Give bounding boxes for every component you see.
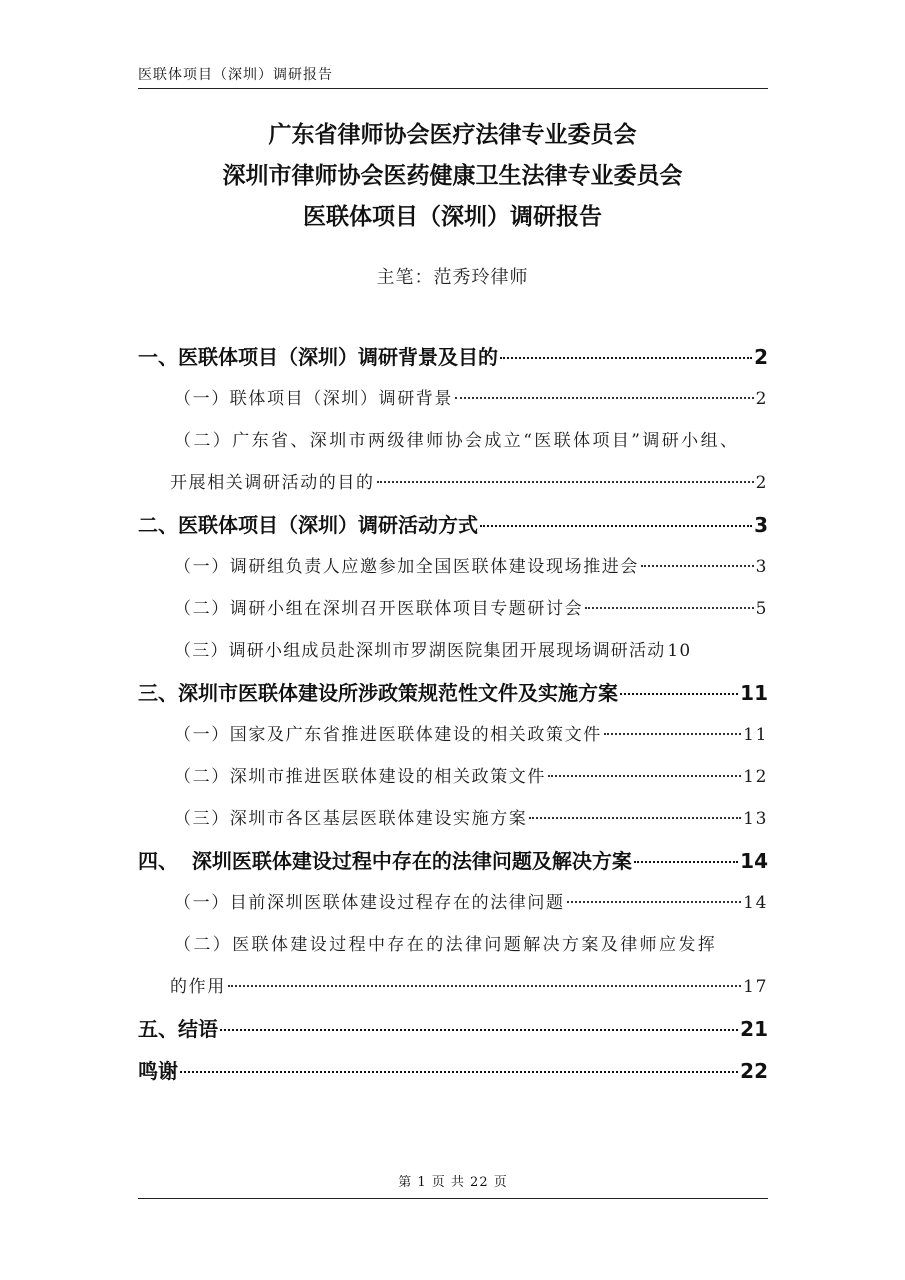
toc-page-number: 2 bbox=[754, 345, 768, 369]
toc-leader bbox=[529, 817, 741, 819]
toc-page-number: 22 bbox=[740, 1059, 768, 1083]
title-line-2: 深圳市律师协会医药健康卫生法律专业委员会 bbox=[222, 163, 683, 189]
title-line-3: 医联体项目（深圳）调研报告 bbox=[303, 204, 602, 230]
toc-entry-s2-2[interactable] bbox=[138, 588, 768, 630]
toc-page-number: 21 bbox=[740, 1017, 768, 1041]
toc-entry-label: （二）深圳市推进医联体建设的相关政策文件 bbox=[174, 767, 546, 787]
toc-entry-label: （三）深圳市各区基层医联体建设实施方案 bbox=[174, 809, 528, 829]
toc-page-number: 14 bbox=[743, 893, 768, 913]
toc-entry-label: （二）医联体建设过程中存在的法律问题解决方案及律师应发挥 bbox=[174, 935, 718, 955]
toc-leader bbox=[634, 861, 738, 863]
toc-page-number: 3 bbox=[755, 557, 768, 577]
toc-leader bbox=[377, 481, 754, 483]
toc-page-number: 11 bbox=[743, 725, 768, 745]
toc-entry-label: 二、医联体项目（深圳）调研活动方式 bbox=[138, 513, 478, 537]
page-number-info: 第 1 页 共 22 页 bbox=[398, 1175, 508, 1190]
running-footer bbox=[138, 1168, 768, 1199]
toc-page-number: 5 bbox=[755, 599, 768, 619]
toc-entry-label: （三）调研小组成员赴深圳市罗湖医院集团开展现场调研活动 bbox=[174, 641, 666, 661]
toc-leader bbox=[585, 607, 753, 609]
toc-leader bbox=[228, 985, 741, 987]
toc-entry-s2-1[interactable] bbox=[138, 546, 768, 588]
toc-leader bbox=[641, 565, 754, 567]
toc-entry-label: （二）广东省、深圳市两级律师协会成立“医联体项目”调研小组、 bbox=[174, 431, 740, 451]
title-line-1: 广东省律师协会医疗法律专业委员会 bbox=[268, 122, 637, 148]
toc-entry-label: （一）国家及广东省推进医联体建设的相关政策文件 bbox=[174, 725, 602, 745]
toc-entry-s4-1[interactable] bbox=[138, 882, 768, 924]
toc-entry-label: 鸣谢 bbox=[138, 1059, 178, 1083]
toc-page-number: 2 bbox=[755, 389, 768, 409]
toc-page-number: 11 bbox=[740, 681, 768, 705]
toc-leader bbox=[567, 901, 742, 903]
toc-entry-label: （一）联体项目（深圳）调研背景 bbox=[174, 389, 453, 409]
toc-entry-s3-3[interactable] bbox=[138, 798, 768, 840]
toc-leader bbox=[180, 1071, 738, 1073]
toc-entry-label: 五、结语 bbox=[138, 1017, 218, 1041]
toc-entry-s6[interactable] bbox=[138, 1050, 768, 1092]
toc-entry-s1[interactable] bbox=[138, 336, 768, 378]
toc-page-number: 10 bbox=[667, 641, 692, 661]
toc-leader bbox=[604, 733, 741, 735]
toc-entry-s3-1[interactable] bbox=[138, 714, 768, 756]
toc-page-number: 17 bbox=[743, 977, 768, 997]
toc-page-number: 2 bbox=[755, 473, 768, 493]
running-header bbox=[138, 66, 768, 89]
toc-leader bbox=[548, 775, 741, 777]
table-of-contents bbox=[138, 336, 768, 1092]
document-titles bbox=[0, 115, 905, 238]
toc-entry-s4[interactable] bbox=[138, 840, 768, 882]
toc-entry-label: （二）调研小组在深圳召开医联体项目专题研讨会 bbox=[174, 599, 584, 619]
toc-page-number: 14 bbox=[740, 849, 768, 873]
toc-page-number: 3 bbox=[754, 513, 768, 537]
toc-page-number: 12 bbox=[743, 767, 768, 787]
toc-leader bbox=[500, 357, 752, 359]
toc-leader bbox=[220, 1029, 738, 1031]
toc-entry-s1-2-line1[interactable] bbox=[138, 420, 768, 462]
toc-entry-s4-2-line2[interactable] bbox=[138, 966, 768, 1008]
toc-page-number: 13 bbox=[743, 809, 768, 829]
toc-entry-label: 四、 深圳医联体建设过程中存在的法律问题及解决方案 bbox=[138, 849, 632, 873]
toc-entry-label: （一）调研组负责人应邀参加全国医联体建设现场推进会 bbox=[174, 557, 639, 577]
toc-entry-s3[interactable] bbox=[138, 672, 768, 714]
toc-entry-label: 的作用 bbox=[170, 977, 226, 997]
toc-leader bbox=[455, 397, 754, 399]
toc-entry-label: 一、医联体项目（深圳）调研背景及目的 bbox=[138, 345, 498, 369]
toc-entry-s1-2-line2[interactable] bbox=[138, 462, 768, 504]
toc-entry-label: 开展相关调研活动的目的 bbox=[170, 473, 375, 493]
toc-entry-label: （一）目前深圳医联体建设过程存在的法律问题 bbox=[174, 893, 565, 913]
toc-leader bbox=[480, 525, 752, 527]
toc-entry-s3-2[interactable] bbox=[138, 756, 768, 798]
author-line: 主笔：范秀玲律师 bbox=[376, 267, 529, 288]
running-header-title: 医联体项目（深圳）调研报告 bbox=[138, 67, 333, 83]
toc-entry-label: 三、深圳市医联体建设所涉政策规范性文件及实施方案 bbox=[138, 681, 618, 705]
toc-entry-s1-1[interactable] bbox=[138, 378, 768, 420]
toc-entry-s2-3[interactable] bbox=[138, 630, 768, 672]
toc-leader bbox=[620, 693, 738, 695]
toc-entry-s2[interactable] bbox=[138, 504, 768, 546]
toc-entry-s4-2-line1[interactable] bbox=[138, 924, 768, 966]
toc-entry-s5[interactable] bbox=[138, 1008, 768, 1050]
